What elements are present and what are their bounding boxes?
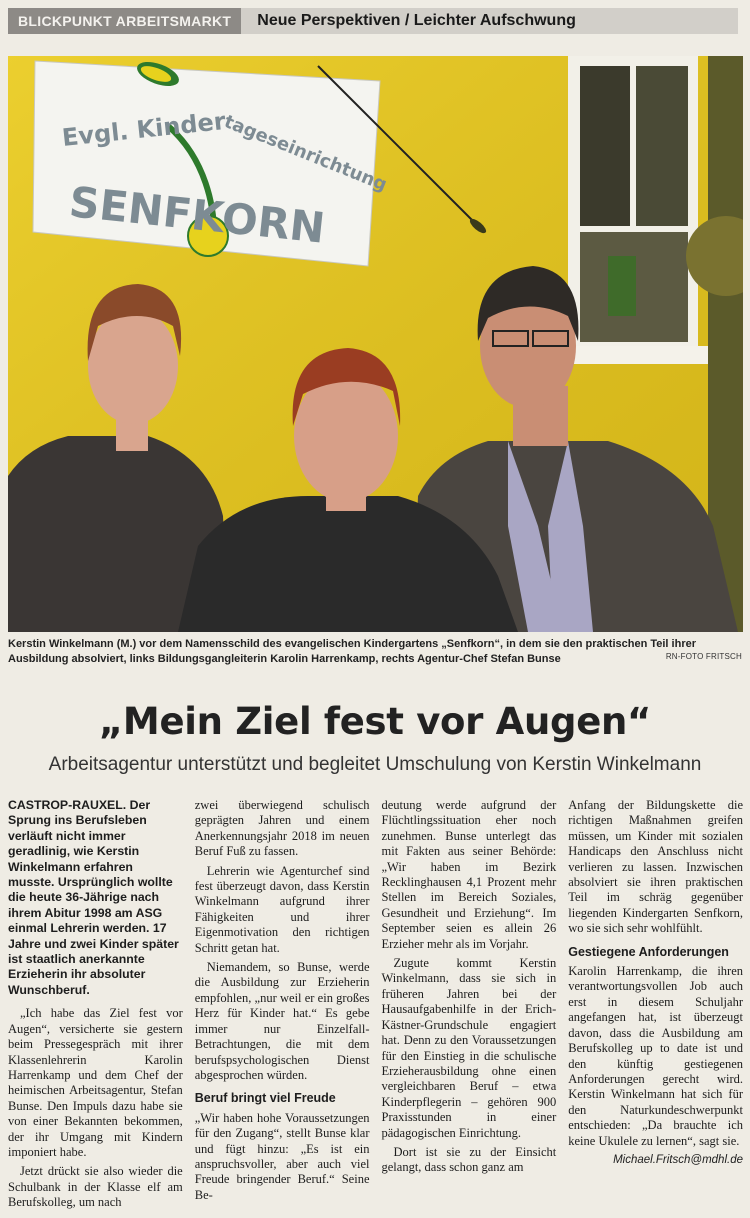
body-paragraph: Zugute kommt Kerstin Winkelmann, dass sie sich in früheren Jahren bei der Hausaufgabenhilfe in der Erich-Kästner-Grundschule engagiert hat. Denn zu den Voraussetzungen für den Einstieg in die schulische Erzieherausbildung ohne einen vergleichbaren Beruf – etwa Kinderpflegerin – gehören 900 Praxisstunden in einer pädagogischen Einrichtung. <box>381 956 557 1140</box>
page-header <box>8 8 738 34</box>
author-email[interactable]: Michael.Fritsch@mdhl.de <box>613 1153 743 1166</box>
body-paragraph: „Wir haben hohe Voraussetzungen für den Zugang“, stellt Bunse klar und fügt hinzu: „Es ist ein anspruchsvoller, aber auch viel Freude bringender Beruf.“ Seine Be- <box>194 1110 370 1202</box>
article-body <box>8 798 743 1210</box>
article-subheadline: Arbeitsagentur unterstützt und begleitet Umschulung von Kerstin Winkelmann <box>48 754 702 775</box>
column-1 <box>8 798 183 1210</box>
window-plant <box>608 256 636 316</box>
body-paragraph: Dort ist sie zu der Einsicht gelangt, dass schon ganz am <box>381 1144 557 1175</box>
caption-text: Kerstin Winkelmann (M.) vor dem Namensschild des evangelischen Kindergartens „Senfkorn“, in dem sie den praktischen Teil ihrer Ausbildung absolviert, links Bildungsgangleiterin Karolin Harrenkamp, rechts Agentur-Chef Stefan Bunse <box>8 638 696 665</box>
body-paragraph: Karolin Harrenkamp, die ihren verantwortungsvollen Job auch erst in diesem Schuljahr angefangen hat, ist überzeugt davon, dass die Ausbildung am Berufskolleg up to date ist und den künftig gestiegenen Anforderungen gerecht wird. Kerstin Winkelmann hat sich für den Naturkundeschwerpunkt entschieden: „Da brauchte ich keine Ukulele zu lernen“, sagt sie. <box>568 964 743 1148</box>
body-paragraph: „Ich habe das Ziel fest vor Augen“, versicherte sie gestern beim Pressegespräch mit ihrer Klassenlehrerin Karolin Harrenkamp und dem Chef der heimischen Arbeitsagentur, Stefan Bunse. Den Impuls dazu habe sie von einer Bekannten bekommen, der ihr Umgang mit Kindern imponiert habe. <box>8 1006 183 1159</box>
body-paragraph: Anfang der Bildungskette die richtigen Maßnahmen greifen müssen, um Kinder mit sozialen Handicaps den Anschluss nicht verlieren zu lassen. Inzwischen absolviert sie ihren praktischen Teil im schräg gegenüber liegenden Kindergarten Senfkorn, wo sie sich sehr wohlfühlt. <box>568 798 743 936</box>
section-kicker: BLICKPUNKT ARBEITSMARKT <box>8 8 241 34</box>
lead-paragraph: CASTROP-RAUXEL. Der Sprung ins Berufsleben verläuft nicht immer geradlinig, wie Kerstin Winkelmann erfahren musste. Ursprünglich wollte die heute 36-Jährige nach ihrem Abitur 1998 am ASG einmal Lehrerin werden. 17 Jahre und zwei Kinder später ist staatlich anerkannte Erzieherin ihr absoluter Wunschberuf. <box>8 798 179 997</box>
column-2 <box>195 798 370 1210</box>
article-headline: „Mein Ziel fest vor Augen“ <box>98 700 652 743</box>
photo-illustration <box>8 56 743 632</box>
body-paragraph: Lehrerin wie Agenturchef sind fest überzeugt davon, dass Kerstin Winkelmann aufgrund ihrer Fähigkeiten und ihrer Eigenmotivation den richtigen Schritt getan hat. <box>194 863 370 955</box>
body-paragraph: deutung werde aufgrund der Flüchtlingssituation eher noch zunehmen. Bunse unterlegt das mit Fakten aus seiner Behörde: „Wir haben im Bezirk Recklinghausen 4,1 Prozent mehr Stellen im Bereich Soziales, Gesundheit und Erziehung“. Im September seien es allein 26 Erzieher mehr als im Vorjahr. <box>381 798 557 951</box>
article-photo <box>8 56 743 632</box>
subheading-beruf: Beruf bringt viel Freude <box>194 1091 336 1106</box>
column-3 <box>382 798 557 1210</box>
sign-name: SENFKORN <box>66 177 328 253</box>
photo-caption <box>8 637 743 667</box>
sign-line2: tageseinrichtung <box>221 111 390 196</box>
body-paragraph: zwei überwiegend schulisch geprägten Jahren und einem Anerkennungsjahr 2018 im neuen Beruf Fuß zu fassen. <box>194 798 370 859</box>
photo-credit: RN-FOTO FRITSCH <box>665 652 742 661</box>
sign-line1: Evgl. Kinder <box>60 106 227 152</box>
body-paragraph: Niemandem, so Bunse, werde die Ausbildung zur Erzieherin empfohlen, „nur weil er ein großes Herz für Kinder hat.“ Es gebe immer nur Einzelfall-Betrachtungen, die mit dem berufspsychologischen Dienst abgesprochen würden. <box>194 960 370 1082</box>
subheading-anforderungen: Gestiegene Anforderungen <box>568 944 729 959</box>
section-title: Neue Perspektiven / Leichter Aufschwung <box>257 12 576 29</box>
body-paragraph: Jetzt drückt sie also wieder die Schulbank in der Klasse elf am Berufskolleg, um nach <box>8 1164 183 1210</box>
column-4 <box>568 798 743 1210</box>
